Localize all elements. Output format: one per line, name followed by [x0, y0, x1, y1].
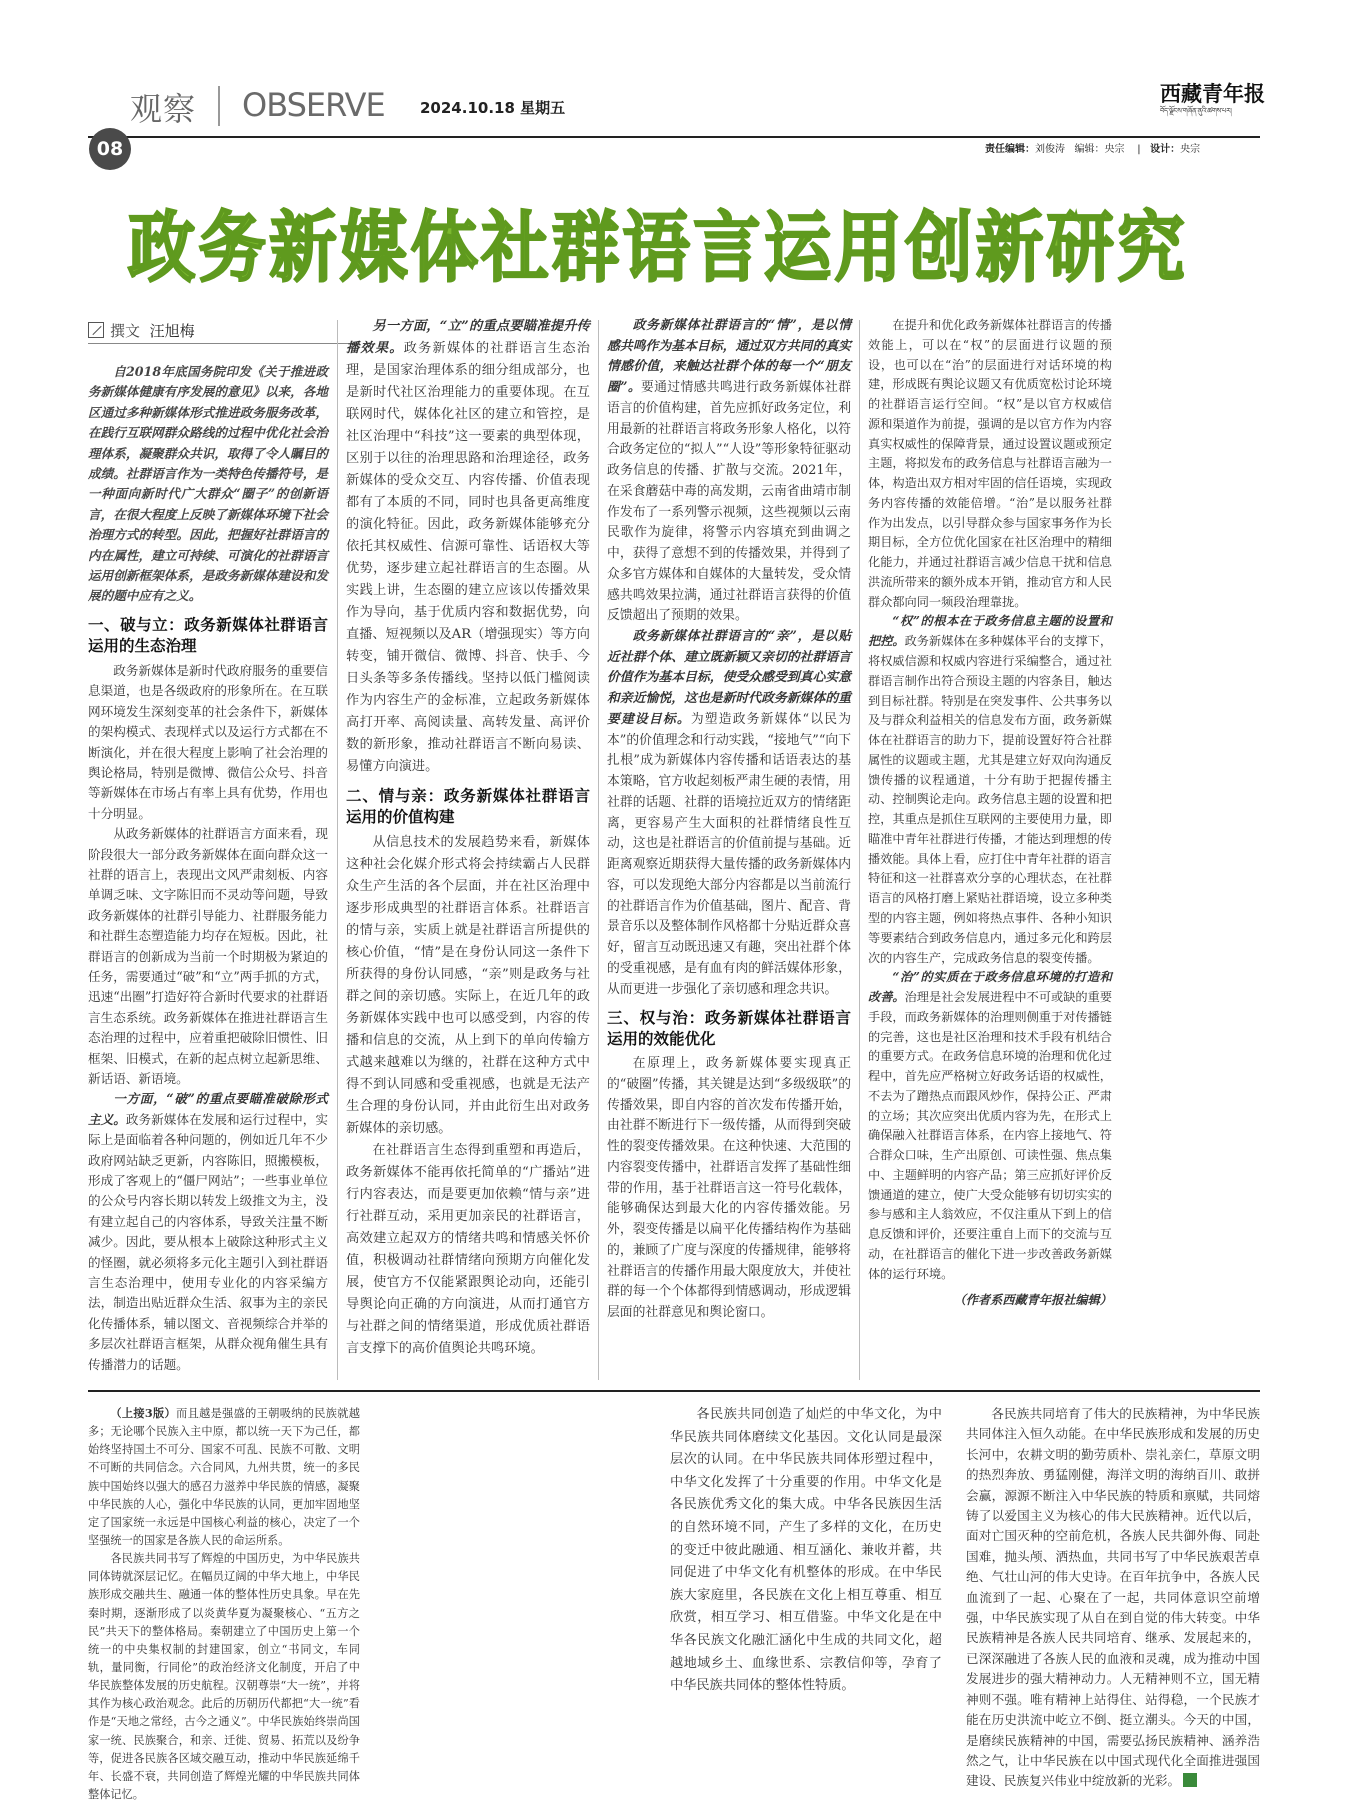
paragraph: 从政务新媒体的社群语言方面来看，现阶段很大一部分政务新媒体在面向群众这一社群的语言上，表现出文风严肃刻板、内容单调乏味、文字陈旧而不灵动等问题，导致政务新媒体的社群引导能力、社群服务能力和社群生态塑造能力均存在短板。因此，社群语言的创新成为当前一个时期极为紧迫的任务，需要通过“破”和“立”两手抓的方式，迅速“出圈”打造好符合新时代要求的社群语言生态系统。政务新媒体在推进社群语言生态治理的过程中，应着重把破除旧惯性、旧框架、旧模式，在新的起点树立起新思维、新话语、新语境。	[88, 826, 328, 1086]
paragraph	[966, 1404, 1260, 1792]
paragraph-body: 政务新媒体的社群语言生态治理，是国家治理体系的细分组成部分，也是新时代社区治理能力的重要体现。在互联网时代，媒体化社区的建立和管控，是社区治理中“科技”这一要素的典型体现，区别于以往的治理思路和治理途径，政务新媒体的受众交互、内容传播、价值表现都有了本质的不同，同时也具备更高维度的演化特征。因此，政务新媒体能够充分依托其权威性、信源可靠性、话语权大等优势，逐步建立起社群语言的生态圈。从实践上讲，生态圈的建立应该以传播效果作为导向，基于优质内容和数据优势，向直播、短视频以及AR（增强现实）等方向转变，铺开微信、微博、抖音、快手、今日头条等多条传播线。坚持以低门槛阅读作为内容生产的金标准，立起政务新媒体高打开率、高阅读量、高转发量、高评价数的新形象，推动社群语言不断向易读、易懂方向演进。	[346, 341, 590, 774]
paragraph-lead: “治”的实质在于政务信息环境的打造和改善。	[868, 970, 1112, 1005]
section-title-en: OBSERVE	[242, 86, 385, 124]
paragraph	[868, 612, 1112, 968]
section-heading-2: 二、情与亲：政务新媒体社群语言运用的价值构建	[346, 787, 590, 826]
paragraph-lead: 政务新媒体社群语言的“情”，是以情感共鸣作为基本目标，通过双方共同的真实情感价值，来触达社群个体的每一个“朋友圈”。	[607, 318, 851, 396]
article-headline	[108, 204, 1208, 294]
paragraph: 各民族共同创造了灿烂的中华文化，为中华民族共同体磨续文化基因。文化认同是最深层次的认同。在中华民族共同体形塑过程中，中华文化发挥了十分重要的作用。中华文化是各民族优秀文化的集大成。中华各民族因生活的自然环境不同，产生了多样的文化，在历史的变迁中彼此融通、相互涵化、兼收并蓄，共同促进了中华文化有机整体的形成。在中华民族大家庭里，各民族在文化上相互尊重、相互欣赏，相互学习、相互借鉴。中华文化是在中华各民族文化融汇涵化中生成的共同文化，超越地域乡土、血缘世系、宗教信仰等，孕育了中华民族共同体的整体性特质。	[670, 1407, 942, 1694]
end-mark-icon	[1183, 1773, 1197, 1787]
paragraph-lead: 一方面，“破”的重点要瞄准破除形式主义。	[88, 1091, 328, 1127]
byline-rule	[88, 343, 358, 344]
editor-credits: 责任编辑：刘俊涛 编辑：央宗 | 设计：央宗	[985, 144, 1201, 155]
paper-logo: 西藏青年报	[1160, 81, 1265, 106]
paragraph-body: 要通过情感共鸣进行政务新媒体社群语言的价值构建，首先应抓好政务定位，利用最新的社群语言将政务形象人格化，以符合政务定位的“拟人”“人设”等形象特征驱动政务信息的传播、扩散与交流。2021年，在采食蘑菇中毒的高发期，云南省曲靖市制作发布了一系列警示视频，这些视频以云南民歌作为旋律，将警示内容填充到曲调之中，获得了意想不到的传播效果，并得到了众多官方媒体和自媒体的大量转发，受众情感共鸣效果拉满，通过社群语言获得的价值反馈超出了预期的效果。	[607, 380, 852, 624]
paragraph: 在原理上，政务新媒体要实现真正的“破圈”传播，其关键是达到“多级级联”的传播效果，即自内容的首次发布传播开始，由社群不断进行下一级传播，从而得到突破性的裂变传播效果。在这种快速、大范围的内容裂变传播中，社群语言发挥了基础性细带的作用，基于社群语言这一符号化载体，能够确保达到最大化的内容传播效能。另外，裂变传播是以扁平化传播结构作为基础的，兼顾了广度与深度的传播规律，能够将社群语言的传播作用最大限度放大，并使社群的每一个个体都得到情感调动，形成逻辑层面的社群意见和舆论窗口。	[607, 1056, 851, 1321]
paragraph-body: 为塑造政务新媒体“以民为本”的价值理念和行动实践，“接地气”“向下扎根”成为新媒体内容传播和话语表达的基本策略，官方收起刻板严肃生硬的表情，用社群的话题、社群的语境拉近双方的情绪距离，更容易产生大面积的社群情绪良性互动，这也是社群语言的价值前提与基础。近距离观察近期获得大量传播的政务新媒体内容，可以发现绝大部分内容都是以当前流行的社群语言作为价值基础，图片、配音、背景音乐以及整体制作风格都十分贴近群众喜好，留言互动既迅速又有趣，突出社群个体的受重视感，是有血有肉的鲜活媒体形象，从而更进一步强化了亲切感和理念共识。	[607, 711, 852, 997]
headline-text: 政务新媒体社群语言运用创新研究	[128, 204, 1188, 292]
paragraph	[607, 316, 851, 627]
paragraph	[868, 968, 1112, 1284]
paragraph	[346, 316, 590, 778]
continued-tag: （上接3版）	[110, 1406, 177, 1420]
continued-column-4	[966, 1404, 1260, 1792]
paragraph: 从信息技术的发展趋势来看，新媒体这种社会化媒介形式将会持续霸占人民群众生产生活的各个层面，并在社区治理中逐步形成典型的社群语言体系。社群语言的情与亲，实质上就是社群语言所提供的核心价值，“情”是在身份认同这一条件下所获得的身份认同感，“亲”则是政务与社群之间的亲切感。实际上，在近几年的政务新媒体实践中也可以感受到，内容的传播和信息的交流，从上到下的单向传输方式越来越难以为继的，社群在这种方式中得不到认同感和受重视感，也就是无法产生合理的身份认同，并由此衍生出对政务新媒体的亲切感。	[346, 835, 590, 1136]
paper-logo-tibetan: བོད་ལྗོངས་གཞོན་ནུའི་ཚགས་པར།	[1160, 107, 1232, 115]
article-column-1	[88, 362, 328, 1375]
section-title: 观察	[130, 90, 197, 128]
section-separator	[88, 1390, 1260, 1392]
section-divider	[218, 86, 220, 126]
copy-editor-label: 编辑：	[1074, 144, 1105, 155]
designer-label: 设计：	[1150, 144, 1181, 155]
paragraph	[88, 1089, 328, 1375]
article-abstract: 自2018年底国务院印发《关于推进政务新媒体健康有序发展的意见》以来，各地区通过多种新媒体形式推进政务服务改革，在践行互联网群众路线的过程中优化社会治理体系，凝聚群众共识，取得了令人瞩目的成绩。社群语言作为一类特色传播符号，是一种面向新时代广大群众“圈子”的创新语言，在很大程度上反映了新媒体环境下社会治理方式的转型。因此，把握好社群语言的内在属性，建立可持续、可演化的社群语言运用创新框架体系，是政务新媒体建设和发展的题中应有之义。	[88, 364, 328, 604]
paragraph-body: 而且越是强盛的王朝吸纳的民族就越多；无论哪个民族入主中原，都以统一天下为己任，都始终坚持国土不可分、国家不可乱、民族不可散、文明不可断的共同信念。六合同风，九州共贯，统一的多民族中国始终以强大的感召力滋养中华民族的情感，凝聚中华民族的人心，强化中华民族的认同，更加牢固地坚定了国家统一永远是中国核心利益的核心，决定了一个坚强统一的国家是各族人民的命运所系。	[88, 1407, 360, 1547]
paragraph-body: 政务新媒体在发展和运行过程中，实际上是面临着各种问题的，例如近几年不少政府网站缺乏更新，内容陈旧，照搬模板，形成了客观上的“僵尸网站”；一些事业单位的公众号内容长期以转发上级推文为主，没有建立起自己的内容体系，导致关注量不断减少。因此，要从根本上破除这种形式主义的怪圈，就必须将多元化主题引入到社群语言生态治理中，使用专业化的内容采编方法，制造出贴近群众生活、叙事为主的亲民化传播体系，辅以图文、音视频综合并举的多层次社群语言框架，从群众视角催生具有传播潜力的话题。	[88, 1111, 329, 1372]
paragraph-lead: 政务新媒体社群语言的“亲”，是以贴近社群个体、建立既新颖又亲切的社群语言价值作为基本目标，使受众感受到真心实意和亲近愉悦，这也是新时代政务新媒体的重要建设目标。	[607, 629, 851, 727]
paragraph: 各民族共同书写了辉煌的中国历史，为中华民族共同体铸就深层记忆。在幅员辽阔的中华大地上，中华民族形成交融共生、融通一体的整体性历史具象。早在先秦时期，逐渐形成了以炎黄华夏为凝聚核心、“五方之民”共天下的整体格局。秦朝建立了中国历史上第一个统一的中央集权制的封建国家，创立“书同文，车同轨，量同衡，行同伦”的政治经济文化制度，开启了中华民族整体发展的历史航程。汉朝尊崇“大一统”，并将其作为核心政治观念。此后的历朝历代都把“大一统”看作是“天地之常经，古今之通义”。中华民族始终崇尚国家一统、民族聚合，和亲、迁徙、贸易、拓荒以及纷争等，促进各民族各区域交融互动，推动中华民族延绵千年、长盛不衰，共同创造了辉煌光耀的中华民族共同体整体记忆。	[88, 1552, 360, 1801]
paragraph-lead: “权”的根本在于政务信息主题的设置和把控。	[868, 614, 1112, 649]
editor-name: 刘俊涛	[1035, 144, 1065, 155]
column-rule	[337, 320, 338, 1380]
pen-icon	[88, 322, 104, 338]
column-rule	[598, 320, 599, 1380]
byline	[88, 320, 388, 341]
author-name: 汪旭梅	[149, 322, 195, 340]
continued-column-2	[374, 1404, 375, 1405]
issue-date: 2024.10.18 星期五	[420, 99, 566, 117]
copy-editor-name: 央宗	[1104, 144, 1125, 155]
section-heading-3: 三、权与治：政务新媒体社群语言运用的效能优化	[607, 1009, 851, 1049]
byline-label: 撰文	[110, 322, 141, 340]
continued-column-3	[670, 1404, 942, 1698]
column-rule	[859, 320, 860, 1380]
article-column-4	[868, 316, 1112, 1310]
paragraph	[88, 1404, 360, 1550]
paragraph-body: 治理是社会发展进程中不可或缺的重要手段，而政务新媒体的治理则侧重于对传播链的完善，这也是社区治理和技术手段有机结合的重要方式。在政务信息环境的治理和优化过程中，首先应严格树立好政务话语的权威性，不去为了蹭热点而跟风炒作，保持公正、严肃的立场；其次应突出优质内容为先，在形式上确保融入社群语言体系，在内容上接地气、符合群众口味，生产出原创、可读性强、焦点集中、主题鲜明的内容产品；第三应抓好评价反馈通道的建立，使广大受众能够有切切实实的参与感和主人翁效应，不仅注重从下到上的信息反馈和评价，还要注重自上而下的交流与互动，在社群语言的催化下进一步改善政务新媒体的运行环境。	[868, 990, 1113, 1281]
article-column-2	[346, 316, 590, 1360]
paragraph	[607, 627, 851, 1000]
page-number: 08	[89, 128, 131, 170]
paragraph: 在提升和优化政务新媒体社群语言的传播效能上，可以在“权”的层面进行议题的预设，也可以在“治”的层面进行对话环境的构建，形成既有舆论议题又有优质宽松讨论环境的社群语言运行空间。“权”是以官方权威信源和渠道作为前提，强调的是以官方作为内容真实权威性的保障背景，通过设置议题或预定主题，将拟发布的政务信息与社群语言融为一体，构造出双方相对牢固的信任语境，实现政务内容传播的效能倍增。“治”是以服务社群作为出发点，以引导群众参与国家事务作为长期目标，全方位优化国家在社区治理中的精细化能力，并通过社群语言减少信息干扰和信息洪流所带来的额外成本开销，推动官方和人民群众都向同一频段治理靠拢。	[868, 318, 1112, 609]
header-rule	[88, 136, 1260, 138]
paragraph-lead: 另一方面，“立”的重点要瞄准提升传播效果。	[346, 319, 590, 356]
editor-label: 责任编辑：	[985, 144, 1035, 155]
author-note: （作者系西藏青年报社编辑）	[953, 1292, 1112, 1307]
designer-name: 央宗	[1180, 144, 1201, 155]
paragraph-body: 各民族共同培育了伟大的民族精神，为中华民族共同体注入恒久动能。在中华民族形成和发展的历史长河中，农耕文明的勤劳质朴、崇礼亲仁，草原文明的热烈奔放、勇猛刚健，海洋文明的海纳百川、敢拼会赢，源源不断注入中华民族的特质和禀赋，共同熔铸了以爱国主义为核心的伟大民族精神。近代以后，面对亡国灭种的空前危机，各族人民共御外侮、同赴国难，抛头颅、洒热血，共同书写了中华民族艰苦卓绝、气壮山河的伟大史诗。在百年抗争中，各族人民血流到了一起、心聚在了一起，共同体意识空前增强，中华民族实现了从自在到自觉的伟大转变。中华民族精神是各族人民共同培育、继承、发展起来的，已深深融进了各族人民的血液和灵魂，成为推动中国发展进步的强大精神动力。人无精神则不立，国无精神则不强。唯有精神上站得住、站得稳，一个民族才能在历史洪流中屹立不倒、挺立潮头。今天的中国，是磨续民族精神的中国，需要弘扬民族精神、涵养浩然之气，让中华民族在以中国式现代化全面推进强国建设、民族复兴伟业中绽放新的光彩。	[966, 1406, 1260, 1789]
section-heading-1: 一、破与立：政务新媒体社群语言运用的生态治理	[88, 615, 328, 655]
paragraph: 在社群语言生态得到重塑和再造后，政务新媒体不能再依托简单的“广播站”进行内容表达，而是要更加依赖“情与亲”进行社群互动，采用更加亲民的社群语言，高效建立起双方的情绪共鸣和情感关怀价值，积极调动社群情绪向预期方向催化发展，使官方不仅能紧跟舆论动向，还能引导舆论向正确的方向演进，从而打通官方与社群之间的情绪渠道，形成优质社群语言支撑下的高价值舆论共鸣环境。	[346, 1143, 590, 1356]
article-column-3	[607, 316, 851, 1324]
paragraph: 政务新媒体是新时代政府服务的重要信息渠道，也是各级政府的形象所在。在互联网环境发生深刻变革的社会条件下，新媒体的架构模式、表现样式以及运行方式都在不断演化，并在很大程度上影响了社会治理的舆论格局，特别是微博、微信公众号、抖音等新媒体在市场占有率上具有优势，作用也十分明显。	[88, 662, 328, 821]
continued-column-1	[88, 1404, 360, 1804]
paragraph-body: 政务新媒体在多种媒体平台的支撑下，将权威信源和权威内容进行采编整合，通过社群语言制作出符合预设主题的内容条目，触达到目标社群。特别是在突发事件、公共事务以及与群众利益相关的信息发布方面，政务新媒体在社群语言的助力下，提前设置好符合社群属性的议题或主题，尤其是建立好双向沟通反馈传播的议程通道，十分有助于把握传播主动、控制舆论走向。政务信息主题的设置和把控，其重点是抓住互联网的主要使用力量，即瞄准中青年社群进行传播，才能达到理想的传播效能。具体上看，应打住中青年社群的语言特征和这一社群喜欢分享的心理状态，在社群语言的风格打磨上紧贴社群语境，设立多种类型的内容主题，例如将热点事件、各种小知识等要素结合到政务信息内，通过多元化和跨层次的内容生产，完成政务信息的裂变传播。	[868, 634, 1113, 965]
